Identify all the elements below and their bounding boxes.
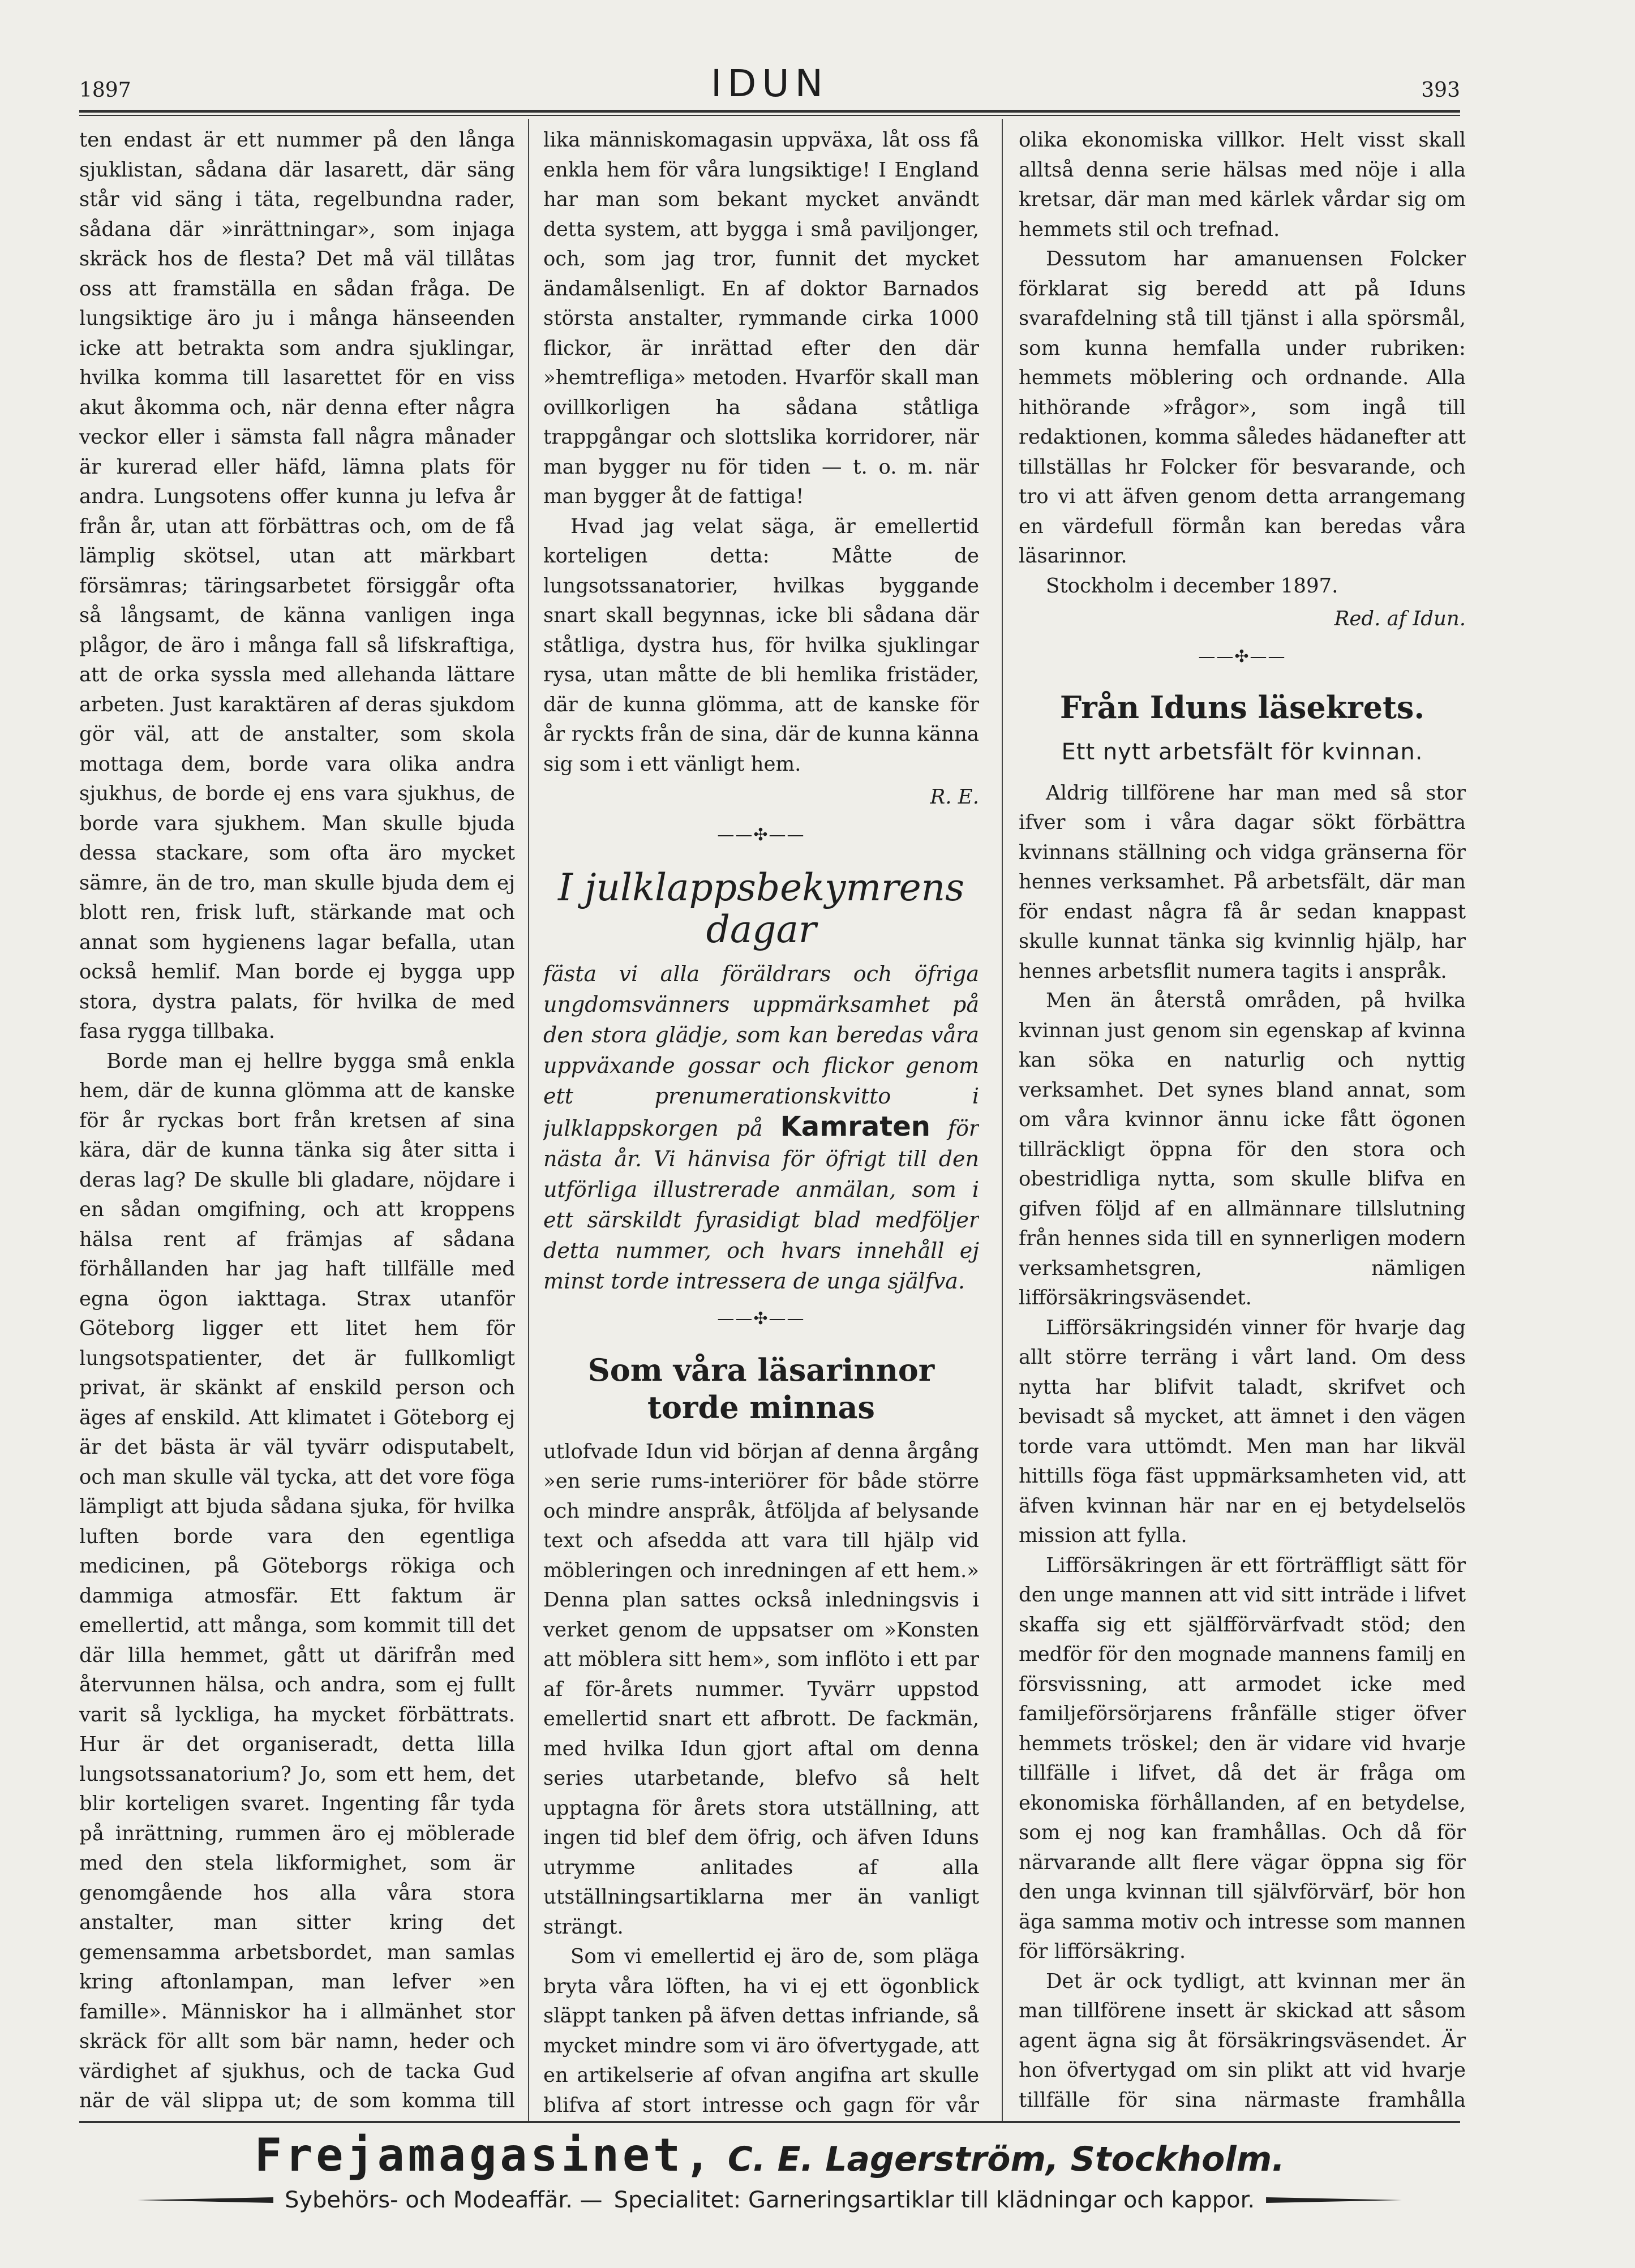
ad-shop-type: Sybehörs- och Modeaffär. — <box>284 2187 603 2213</box>
column-divider <box>1002 119 1003 2122</box>
ad-specialty: Specialitet: Garneringsartiklar till klädningar och kappor. <box>613 2187 1255 2213</box>
paragraph: lika människomagasin uppväxa, låt oss få enkla hem för våra lungsiktige! I England har man som bekant mycket användt detta system, att bygga i små paviljonger, och, som jag tror, funnit det mycket ändamålsenligt. En af doktor Barnados största anstalter, rymmande cirka 1000 flickor, är inrättad efter den där »hemtrefliga» metoden. Hvarför skall man ovillkorligen ha sådana ståtliga trappgångar och slottslika korridorer, när man bygger nu för tiden — t. o. m. när man bygger åt de fattiga! <box>543 128 979 508</box>
paragraph: utlofvade Idun vid början af denna årgång »en serie rums-interiörer för både större och mindre anspråk, åtföljda af belysande text och afsedda att vara till hjälp vid möbleringen och inredningen af ett hem.» Denna plan sattes också inledningsvis i verket genom de uppsatser om »Konsten att möblera sitt hem», som inflöto i ett par af för-årets nummer. Tyvärr uppstod emellertid snart ett afbrott. De fackmän, med hvilka Idun gjort aftal om denna series utarbetande, blefvo så helt upptagna för årets stora utställning, att ingen tid blef dem öfrig, och äfven Iduns utrymme anlitades af alla utställningsartiklarna mer än vanligt strängt. <box>543 1440 979 1939</box>
paragraph: Borde man ej hellre bygga små enkla hem, där de kunna glömma att de kanske för år ryckas bort från kretsen af sina kära, där de kunna tänka sig åter sitta i deras lag? De skulle bli gladare, nöjdare i en sådan omgifning, och att kroppens hälsa rent af främjas af sådana förhållanden har jag haft tillfälle med egna ögon iakttaga. Strax utanför Göteborg ligger ett litet hem för lungsotspatienter, det är fullkomligt privat, är skänkt af enskild person och äges af enskild. Att klimatet i Göteborg ej är det bästa är väl tyvärr odisputabelt, och man skulle väl tycka, att det vore föga lämpligt att bjuda sådana sjuka, för hvilka luften borde vara den egentliga medicinen, på Göteborgs rökiga och dammiga atmosfär. Ett faktum är emellertid, att många, som kommit till det där lilla hemmet, gått ut därifrån med återvunnen hälsa, och andra, som ej fullt varit så lyckliga, ha mycket förbättrats. Hur är det organiseradt, detta lilla lungsotssanatorium? Jo, som ett hem, det blir korteligen svaret. Ingenting får tyda på inrättning, rummen äro ej möblerade med den stela likformighet, som är genomgående hos alla våra stora anstalter, man sitter kring det gemensamma arbetsbordet, man samlas kring aftonlampan, man lefver »en famille». Människor ha i allmänhet stor skräck för allt som bär namn, heder och värdighet af sjukhus, och de tacka Gud när de väl slippa ut; de som komma till <box>79 1049 515 2112</box>
notice-bold: Kamraten <box>780 1111 930 1142</box>
signature: Red. af Idun. <box>1334 607 1466 630</box>
ornament-divider: ——✣—— <box>717 824 805 845</box>
paragraph: olika ekonomiska villkor. Helt visst skall alltså denna serie hälsas med nöje i alla kretsar, där man med kärlek vårdar sig om hemmets stil och trefnad. <box>1019 128 1466 241</box>
page-header <box>79 62 1460 106</box>
paragraph: Men än återstå områden, på hvilka kvinnan just genom sin egenskap af kvinna kan söka en naturlig och nyttig verksamhet. Det synes bland annat, som om våra kvinnor ännu icke fått ögonen tillräckligt öppna för den stora och obestridliga nytta, som skulle blifva en gifven följd af en allmännare tillslutning från hennes sida till en synnerligen modern verksamhetsgren, nämligen lifförsäkringsväsendet. <box>1019 989 1466 1309</box>
signature: R. E. <box>930 785 979 809</box>
paragraph: Aldrig tillförene har man med så stor ifver som i våra dagar sökt förbättra kvinnans ställning och vidga gränserna för hennes verksamhet. På arbetsfält, där man för endast några få år sedan knappast skulle kunnat tänka sig kvinnlig hjälp, har hennes arbetsflit numera tagits i anspråk. <box>1019 781 1466 983</box>
ornament-divider: ——✣—— <box>1198 646 1286 667</box>
advertisement <box>79 2121 1460 2227</box>
year: 1897 <box>79 79 131 102</box>
masthead: IDUN <box>711 62 829 105</box>
section-subtitle: Ett nytt arbetsfält för kvinnan. <box>1061 739 1423 765</box>
paragraph: Lifförsäkringen är ett förträffligt sätt för den unge mannen att vid sitt inträde i lifvet skaffa sig ett själfförvärfvadt stöd; den medför för den mognade mannens familj en försvissning, att armodet icke med familjeförsörjarens frånfälle stiger öfver hemmets tröskel; den är vidare vid hvarje tillfälle i lifvet, då det är fråga om ekonomiska förhållanden, af en betydelse, som ej nog kan framhållas. Och då för närvarande allt flere vägar öppna sig för den unga kvinnan till självförvärf, bör hon äga samma motiv och intresse som mannen för lifförsäkring. <box>1019 1553 1466 1963</box>
section-title: Från Iduns läsekrets. <box>1059 689 1425 725</box>
notice-text <box>543 959 979 1296</box>
ad-owner: C. E. Lagerström, Stockholm. <box>727 2140 1285 2179</box>
paragraph: Lifförsäkringsidén vinner för hvarje dag allt större terräng i vårt land. Om dess nytta har blifvit taladt, skrifvet och bevisadt så mycket, att ämnet i den vägen torde vara uttömdt. Men man har likväl hittills föga fäst uppmärksamheten vid, att äfven kvinnan här nar en ej betydelselös mission att fylla. <box>1019 1316 1466 1547</box>
ornament-wedge <box>1266 2197 1402 2203</box>
section-title: Som våra läsarinnor torde minnas <box>587 1351 935 1425</box>
column-3 <box>1019 126 1466 2117</box>
paragraph: Det är ock tydligt, att kvinnan mer än man tillförene insett är skickad att såsom agent ägna sig åt försäkringsväsendet. Är hon öfvertygad om sin plikt att vid hvarje tillfälle för sina närmaste framhålla <box>1019 1969 1466 2112</box>
paragraph: Dessutom har amanuensen Folcker förklarat sig beredd att på Iduns svarafdelning stå till tjänst i alla spörsmål, som kunna hemfalla under rubriken: hemmets möblering och ordnande. Alla hithörande »frågor», som ingå till redaktionen, komma således hädanefter att tillställas hr Folcker för besvarande, och tro vi att äfven genom detta arrangemang en värdefull förmån kan beredas våra läsarinnor. <box>1019 247 1466 568</box>
paragraph: Som vi emellertid ej äro de, som pläga bryta våra löften, ha vi ej ett ögonblick släppt tanken på äfven dettas infriande, så mycket mindre som vi äro öfvertygade, att en artikelserie af ofvan angifna art skulle blifva af stort intresse och gagn för vår <box>543 1945 979 2117</box>
ad-subtitle-line <box>79 2187 1460 2213</box>
paragraph: Stockholm i december 1897. <box>1046 574 1338 598</box>
ad-company: Frejamagasinet, <box>254 2129 715 2181</box>
paragraph: Hvad jag velat säga, är emellertid korteligen detta: Måtte de lungsotssanatorier, hvilkas byggande snart skall begynnas, icke bli sådana där ståtliga, dystra hus, för hvilka sjuklingar rysa, utan måtte de bli hemlika fristäder, där de kunna glömma, att de kanske för år ryckts från de sina, där de kunna känna sig som i ett vänligt hem. <box>543 514 979 776</box>
column-divider <box>528 119 529 2122</box>
notice-text-a: fästa vi alla föräldrars och öfriga ungdomsvänners uppmärksamhet på den stora glädje, som kan beredas våra uppväxande gossar och flickor genom ett prenumerationskvitto i julklappskorgen på <box>543 961 979 1141</box>
header-rule <box>79 110 1460 116</box>
ad-title-line <box>79 2131 1460 2184</box>
paragraph: ten endast är ett nummer på den långa sjuklistan, sådana där lasarett, där säng står vid säng i täta, regelbundna rader, sådana där »inrättningar», som injaga skräck hos de flesta? Det må väl tillåtas oss att framställa en sådan fråga. De lungsiktige äro ju i många hänseenden icke att betrakta som andra sjuklingar, hvilka komma till lasarettet för en viss akut åkomma och, när denna efter några veckor eller i sämsta fall några månader är kurerad eller häfd, lämna plats för andra. Lungsotens offer kunna ju lefva år från år, utan att förbättras och, om de få lämplig skötsel, utan att märkbart försämras; täringsarbetet försiggår ofta så långsamt, de känna vanligen inga plågor, de äro i många fall så lifskraftiga, att de orka syssla med allehanda lättare arbeten. Just karaktären af deras sjukdom gör väl, att de anstalter, som skola mottaga dem, borde vara olika andra sjukhus, de borde ej ens vara sjukhus, de borde vara sjukhem. Man skulle bjuda dessa stackare, som ofta äro mycket sämre, än de tro, man skulle bjuda dem ej blott ren, frisk luft, stärkande mat och annat som hygienens lagar befalla, utan också hemlif. Man borde ej bygga upp stora, dystra palats, för hvilka de med fasa rygga tillbaka. <box>79 128 515 1043</box>
page-number: 393 <box>1421 79 1460 102</box>
section-title: I julklappsbekymrens dagar <box>557 866 965 951</box>
ornament-wedge <box>138 2197 273 2203</box>
column-1 <box>79 126 515 2117</box>
column-2 <box>543 126 979 2117</box>
notice-text-b: för nästa år. Vi hänvisa för öfrigt till den utförliga illustrerade anmälan, som i ett särskildt fyrasidigt blad medföljer detta nummer, och hvars innehåll ej minst torde intressera de unga själfva. <box>543 1116 979 1294</box>
ornament-divider: ——✣—— <box>717 1309 805 1329</box>
